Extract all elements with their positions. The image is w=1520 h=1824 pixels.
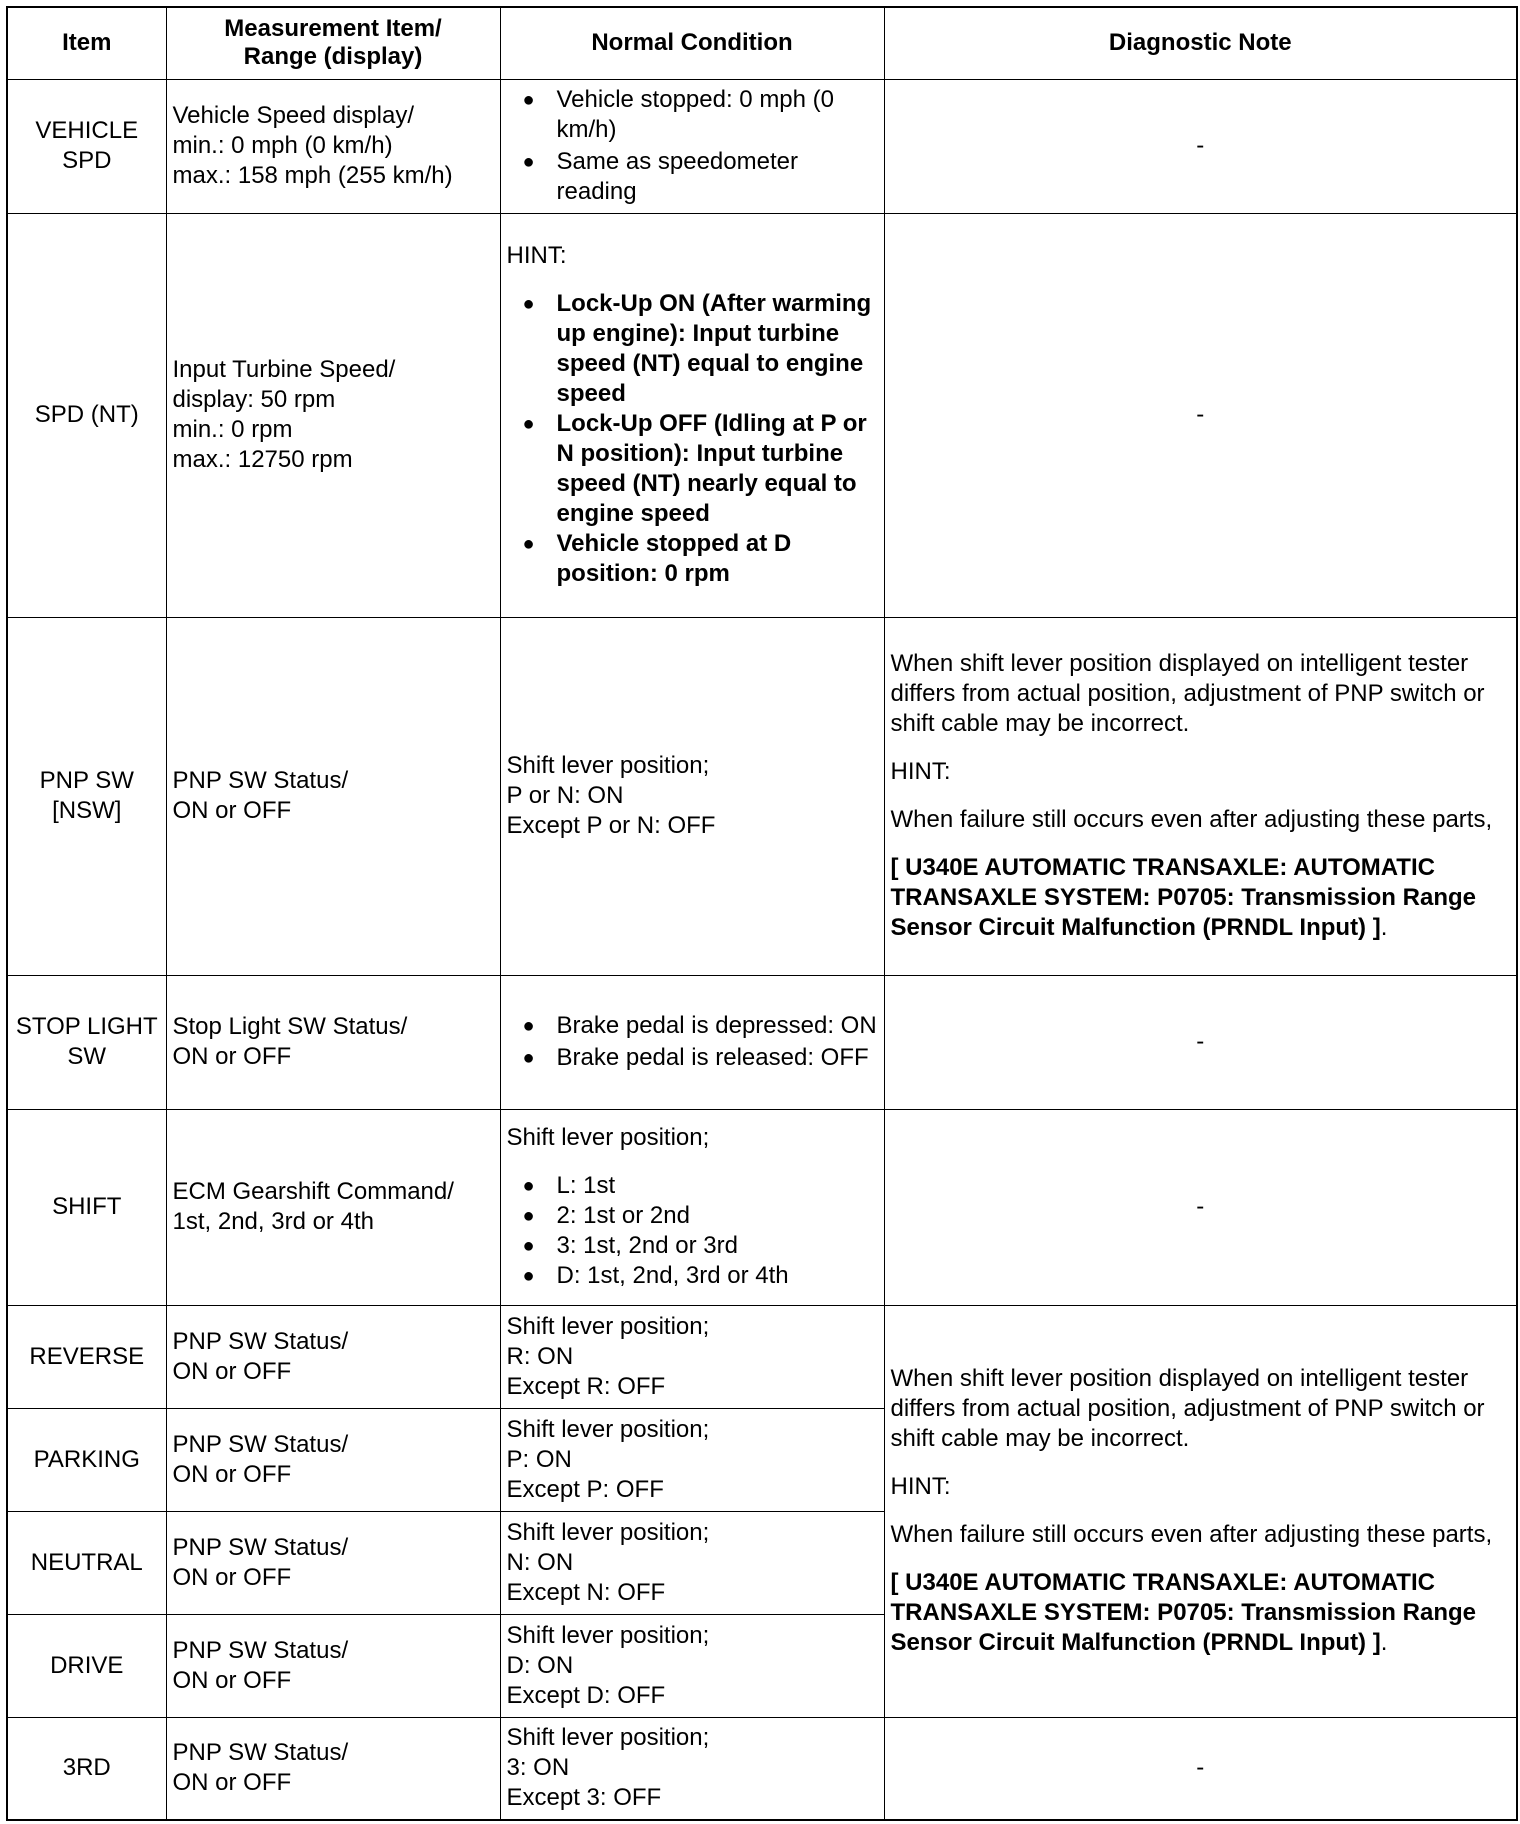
item-cell — [7, 79, 166, 213]
normal-cell — [500, 1408, 884, 1511]
reference-period: . — [1380, 1629, 1388, 1656]
note-paragraph: When failure still occurs even after adjusting these parts, — [890, 806, 1493, 833]
range-line: min.: 0 mph (0 km/h) — [172, 132, 393, 159]
normal-line: Except N: OFF — [506, 1578, 666, 1606]
range-line: Input Turbine Speed/ — [172, 356, 396, 383]
normal-cell — [500, 79, 884, 213]
normal-line: P or N: ON — [506, 782, 624, 809]
list-item: ● Vehicle stopped at D position: 0 rpm — [507, 529, 878, 589]
range-cell — [166, 1511, 500, 1614]
normal-cell — [500, 1717, 884, 1820]
note-hint: HINT: — [890, 1473, 951, 1500]
item-cell: DRIVE — [7, 1614, 166, 1717]
item-cell: PARKING — [7, 1408, 166, 1511]
range-cell — [166, 1614, 500, 1717]
range-line: PNP SW Status/ — [172, 1739, 349, 1767]
range-cell — [166, 1717, 500, 1820]
item-line: SPD — [62, 147, 112, 174]
note-paragraph: When shift lever position displayed on intelligent tester differs from actual position, adjustment of PNP switch or shift cable may be incorrect. — [890, 650, 1485, 737]
note-cell: - — [884, 213, 1517, 617]
normal-line: D: ON — [506, 1651, 574, 1679]
reference-link[interactable]: [ U340E AUTOMATIC TRANSAXLE: AUTOMATIC TRANSAXLE SYSTEM: P0705: Transmission Range Sensor Circuit Malfunction (PRNDL Input) ] — [890, 854, 1476, 941]
bullet-list — [507, 85, 878, 207]
table-row — [7, 617, 1517, 975]
item-line: STOP LIGHT — [15, 1013, 158, 1040]
header-range-line1: Measurement Item/ — [224, 15, 442, 43]
range-cell — [166, 79, 500, 213]
header-note: Diagnostic Note — [884, 7, 1517, 79]
range-line: PNP SW Status/ — [172, 1636, 349, 1664]
normal-line: Shift lever position; — [506, 752, 710, 779]
note-cell: - — [884, 1109, 1517, 1305]
table-row — [7, 1717, 1517, 1820]
range-line: 1st, 2nd, 3rd or 4th — [172, 1208, 374, 1235]
note-paragraph: When failure still occurs even after adjusting these parts, — [890, 1521, 1493, 1548]
note-paragraph: When shift lever position displayed on intelligent tester differs from actual position, adjustment of PNP switch or shift cable may be incorrect. — [890, 1365, 1485, 1452]
shift-lead: Shift lever position; — [506, 1124, 710, 1151]
table-row — [7, 213, 1517, 617]
note-cell: - — [884, 975, 1517, 1109]
range-line: max.: 12750 rpm — [172, 446, 353, 473]
normal-line: Except P or N: OFF — [506, 812, 716, 839]
item-cell — [7, 975, 166, 1109]
note-reference — [891, 1568, 1511, 1658]
normal-cell — [500, 617, 884, 975]
list-item: ● 3: 1st, 2nd or 3rd — [507, 1231, 878, 1261]
table-row — [7, 975, 1517, 1109]
list-item: ● Lock-Up OFF (Idling at P or N position): Input turbine speed (NT) nearly equal to engine speed — [507, 409, 878, 529]
normal-cell — [500, 1511, 884, 1614]
diagnostic-table — [6, 6, 1518, 1821]
range-line: PNP SW Status/ — [172, 1533, 349, 1561]
range-cell — [166, 617, 500, 975]
normal-line: Except 3: OFF — [506, 1784, 662, 1812]
normal-line: Except P: OFF — [506, 1475, 664, 1503]
bullet-list — [507, 1171, 878, 1291]
table-row — [7, 1305, 1517, 1408]
table-row — [7, 79, 1517, 213]
range-line: PNP SW Status/ — [172, 1327, 349, 1355]
range-line: ECM Gearshift Command/ — [172, 1178, 454, 1205]
table-row — [7, 1109, 1517, 1305]
normal-cell — [500, 1109, 884, 1305]
normal-line: R: ON — [506, 1342, 574, 1370]
header-range-line2: Range (display) — [243, 43, 423, 71]
header-row — [7, 7, 1517, 79]
item-cell: 3RD — [7, 1717, 166, 1820]
normal-line: Shift lever position; — [506, 1415, 710, 1443]
range-line: PNP SW Status/ — [172, 767, 349, 794]
reference-period: . — [1380, 914, 1388, 941]
range-line: ON or OFF — [172, 1043, 292, 1070]
item-cell: NEUTRAL — [7, 1511, 166, 1614]
note-cell: - — [884, 1717, 1517, 1820]
range-cell — [166, 1109, 500, 1305]
item-cell: SHIFT — [7, 1109, 166, 1305]
list-item: ● Brake pedal is released: OFF — [507, 1043, 878, 1073]
item-line: SW — [67, 1043, 107, 1070]
range-cell — [166, 1305, 500, 1408]
header-item: Item — [7, 7, 166, 79]
normal-cell — [500, 1305, 884, 1408]
range-cell — [166, 213, 500, 617]
note-reference — [891, 853, 1511, 943]
range-line: min.: 0 rpm — [172, 416, 293, 443]
range-line: max.: 158 mph (255 km/h) — [172, 162, 453, 189]
item-line: [NSW] — [52, 797, 122, 824]
hint-label: HINT: — [506, 242, 567, 269]
range-line: ON or OFF — [172, 797, 292, 824]
list-item: ● Brake pedal is depressed: ON — [507, 1011, 878, 1041]
range-line: ON or OFF — [172, 1769, 292, 1797]
normal-line: N: ON — [506, 1548, 574, 1576]
normal-cell — [500, 975, 884, 1109]
note-hint: HINT: — [890, 758, 951, 785]
item-cell — [7, 617, 166, 975]
list-item: ● Same as speedometer reading — [507, 147, 878, 207]
normal-cell — [500, 213, 884, 617]
normal-cell — [500, 1614, 884, 1717]
range-cell — [166, 975, 500, 1109]
list-item: ● D: 1st, 2nd, 3rd or 4th — [507, 1261, 878, 1291]
normal-line: Shift lever position; — [506, 1621, 710, 1649]
normal-line: 3: ON — [506, 1754, 570, 1782]
item-cell: REVERSE — [7, 1305, 166, 1408]
range-line: PNP SW Status/ — [172, 1430, 349, 1458]
range-line: ON or OFF — [172, 1357, 292, 1385]
range-line: Vehicle Speed display/ — [172, 102, 414, 129]
normal-line: Except R: OFF — [506, 1372, 666, 1400]
list-item: ● Lock-Up ON (After warming up engine): Input turbine speed (NT) equal to engine speed — [507, 289, 878, 409]
range-line: Stop Light SW Status/ — [172, 1013, 408, 1040]
range-line: ON or OFF — [172, 1460, 292, 1488]
range-line: ON or OFF — [172, 1666, 292, 1694]
list-item: ● 2: 1st or 2nd — [507, 1201, 878, 1231]
header-range — [166, 7, 500, 79]
list-item: ● L: 1st — [507, 1171, 878, 1201]
note-cell — [884, 617, 1517, 975]
normal-line: Shift lever position; — [506, 1312, 710, 1340]
range-line: display: 50 rpm — [172, 386, 336, 413]
item-cell: SPD (NT) — [7, 213, 166, 617]
range-cell — [166, 1408, 500, 1511]
list-item: ● Vehicle stopped: 0 mph (0 km/h) — [507, 85, 878, 145]
bullet-list — [507, 1011, 878, 1073]
note-cell: - — [884, 79, 1517, 213]
normal-line: Shift lever position; — [506, 1518, 710, 1546]
item-line: VEHICLE — [35, 117, 139, 144]
normal-line: Except D: OFF — [506, 1681, 666, 1709]
range-line: ON or OFF — [172, 1563, 292, 1591]
group-note-cell — [884, 1305, 1517, 1717]
normal-line: P: ON — [506, 1445, 572, 1473]
normal-line: Shift lever position; — [506, 1724, 710, 1752]
header-normal: Normal Condition — [500, 7, 884, 79]
reference-link[interactable]: [ U340E AUTOMATIC TRANSAXLE: AUTOMATIC TRANSAXLE SYSTEM: P0705: Transmission Range Sensor Circuit Malfunction (PRNDL Input) ] — [890, 1569, 1476, 1656]
item-line: PNP SW — [39, 767, 134, 794]
bullet-list — [507, 289, 878, 589]
page — [6, 6, 1518, 1821]
